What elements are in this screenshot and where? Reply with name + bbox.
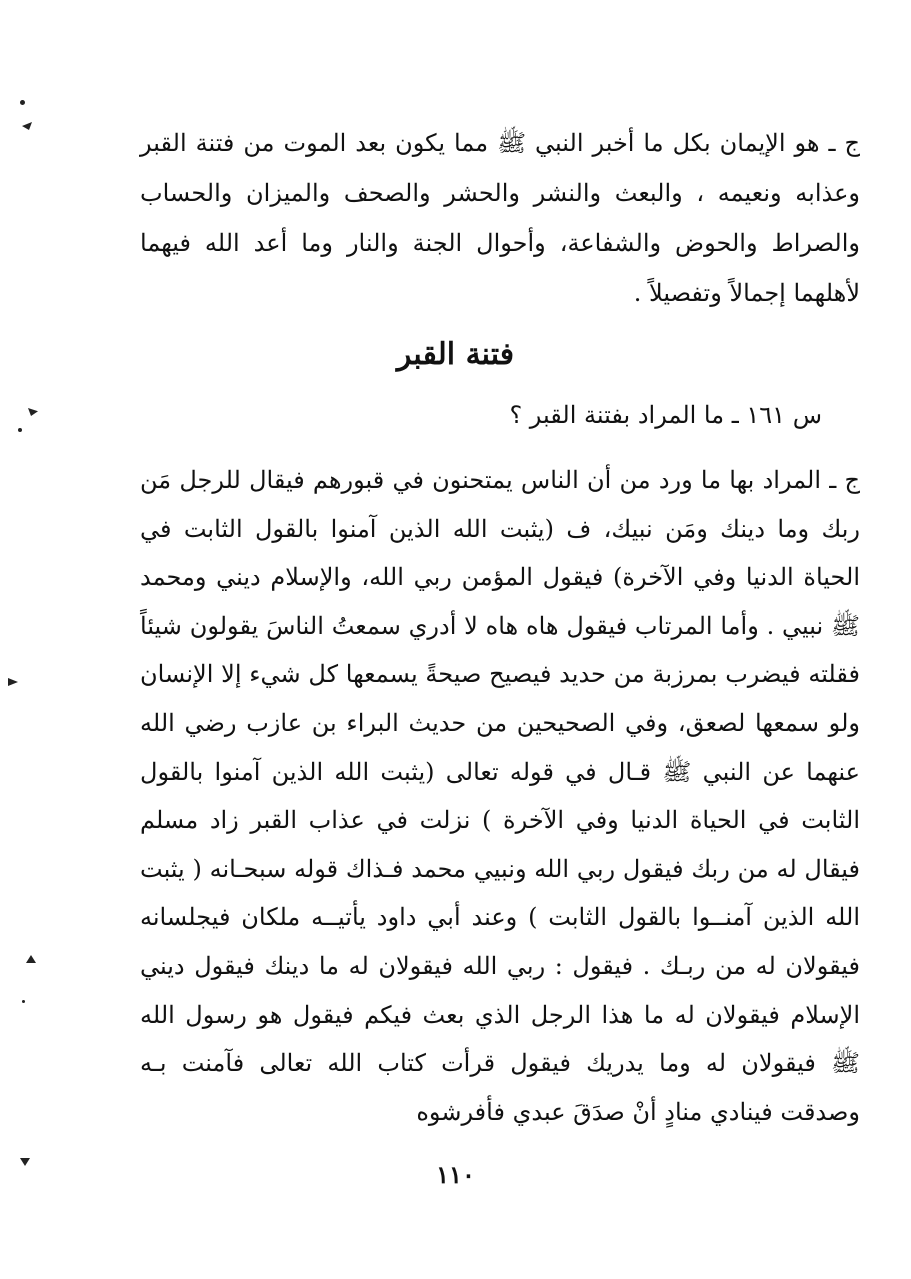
scan-speck-mark [28, 408, 38, 416]
scan-speck-mark [8, 678, 18, 686]
scan-speck-mark [26, 955, 36, 963]
scan-speck-mark [22, 1000, 25, 1003]
page-number: ١١٠ [436, 1160, 475, 1189]
question-line: س ١٦١ ـ ما المراد بفتنة القبر ؟ [509, 401, 822, 429]
section-heading: فتنة القبر [396, 337, 515, 372]
answer-intro-paragraph: ج ـ هو الإيمان بكل ما أخبر النبي ﷺ مما يكون بعد الموت من فتنة القبر وعذابه ونعيمه ، والبعث والنشر والحشر والصحف والميزان والحساب والصراط والحوض والشفاعة، وأحوال الجنة والنار وما أعد الله فيهما لأهلهما إجمالاً وتفصيلاً . [140, 129, 860, 307]
scan-speck-mark [22, 122, 32, 130]
scan-speck-mark [20, 100, 25, 105]
scan-speck-mark [18, 428, 22, 432]
answer-main-paragraph: ج ـ المراد بها ما ورد من أن الناس يمتحنون في قبورهم فيقال للرجل مَن ربك وما دينك ومَن نبيك، ف (يثبت الله الذين آمنوا بالقول الثابت في الحياة الدنيا وفي الآخرة) فيقول المؤمن ربي الله، والإسلام ديني ومحمد ﷺ نبيي . وأما المرتاب فيقول هاه هاه لا أدري سمعتُ الناسَ يقولون شيئاً فقلته فيضرب بمرزبة من حديد فيصيح صيحةً يسمعها كل شيء إلا الإنسان ولو سمعها لصعق، وفي الصحيحين من حديث البراء بن عازب رضي الله عنهما عن النبي ﷺ قـال في قوله تعالى (يثبت الله الذين آمنوا بالقول الثابت في الحياة الدنيا وفي الآخرة ) نزلت في عذاب القبر زاد مسلم فيقال له من ربك فيقول ربي الله ونبيي محمد فـذاك قوله سبحـانه ( يثبت الله الذين آمنــوا بالقول الثابت ) وعند أبي داود يأتيــه ملكان فيجلسانه فيقولان له من ربـك . فيقول : ربي الله فيقولان له ما دينك فيقول ديني الإسلام فيقولان له ما هذا الرجل الذي بعث فيكم فيقول هو رسول الله ﷺ فيقولان له وما يدريك فيقول قرأت كتاب الله تعالى فآمنت بـه وصدقت فينادي منادٍ أنْ صدَقَ عبدي فأفرشوه [140, 466, 860, 1126]
